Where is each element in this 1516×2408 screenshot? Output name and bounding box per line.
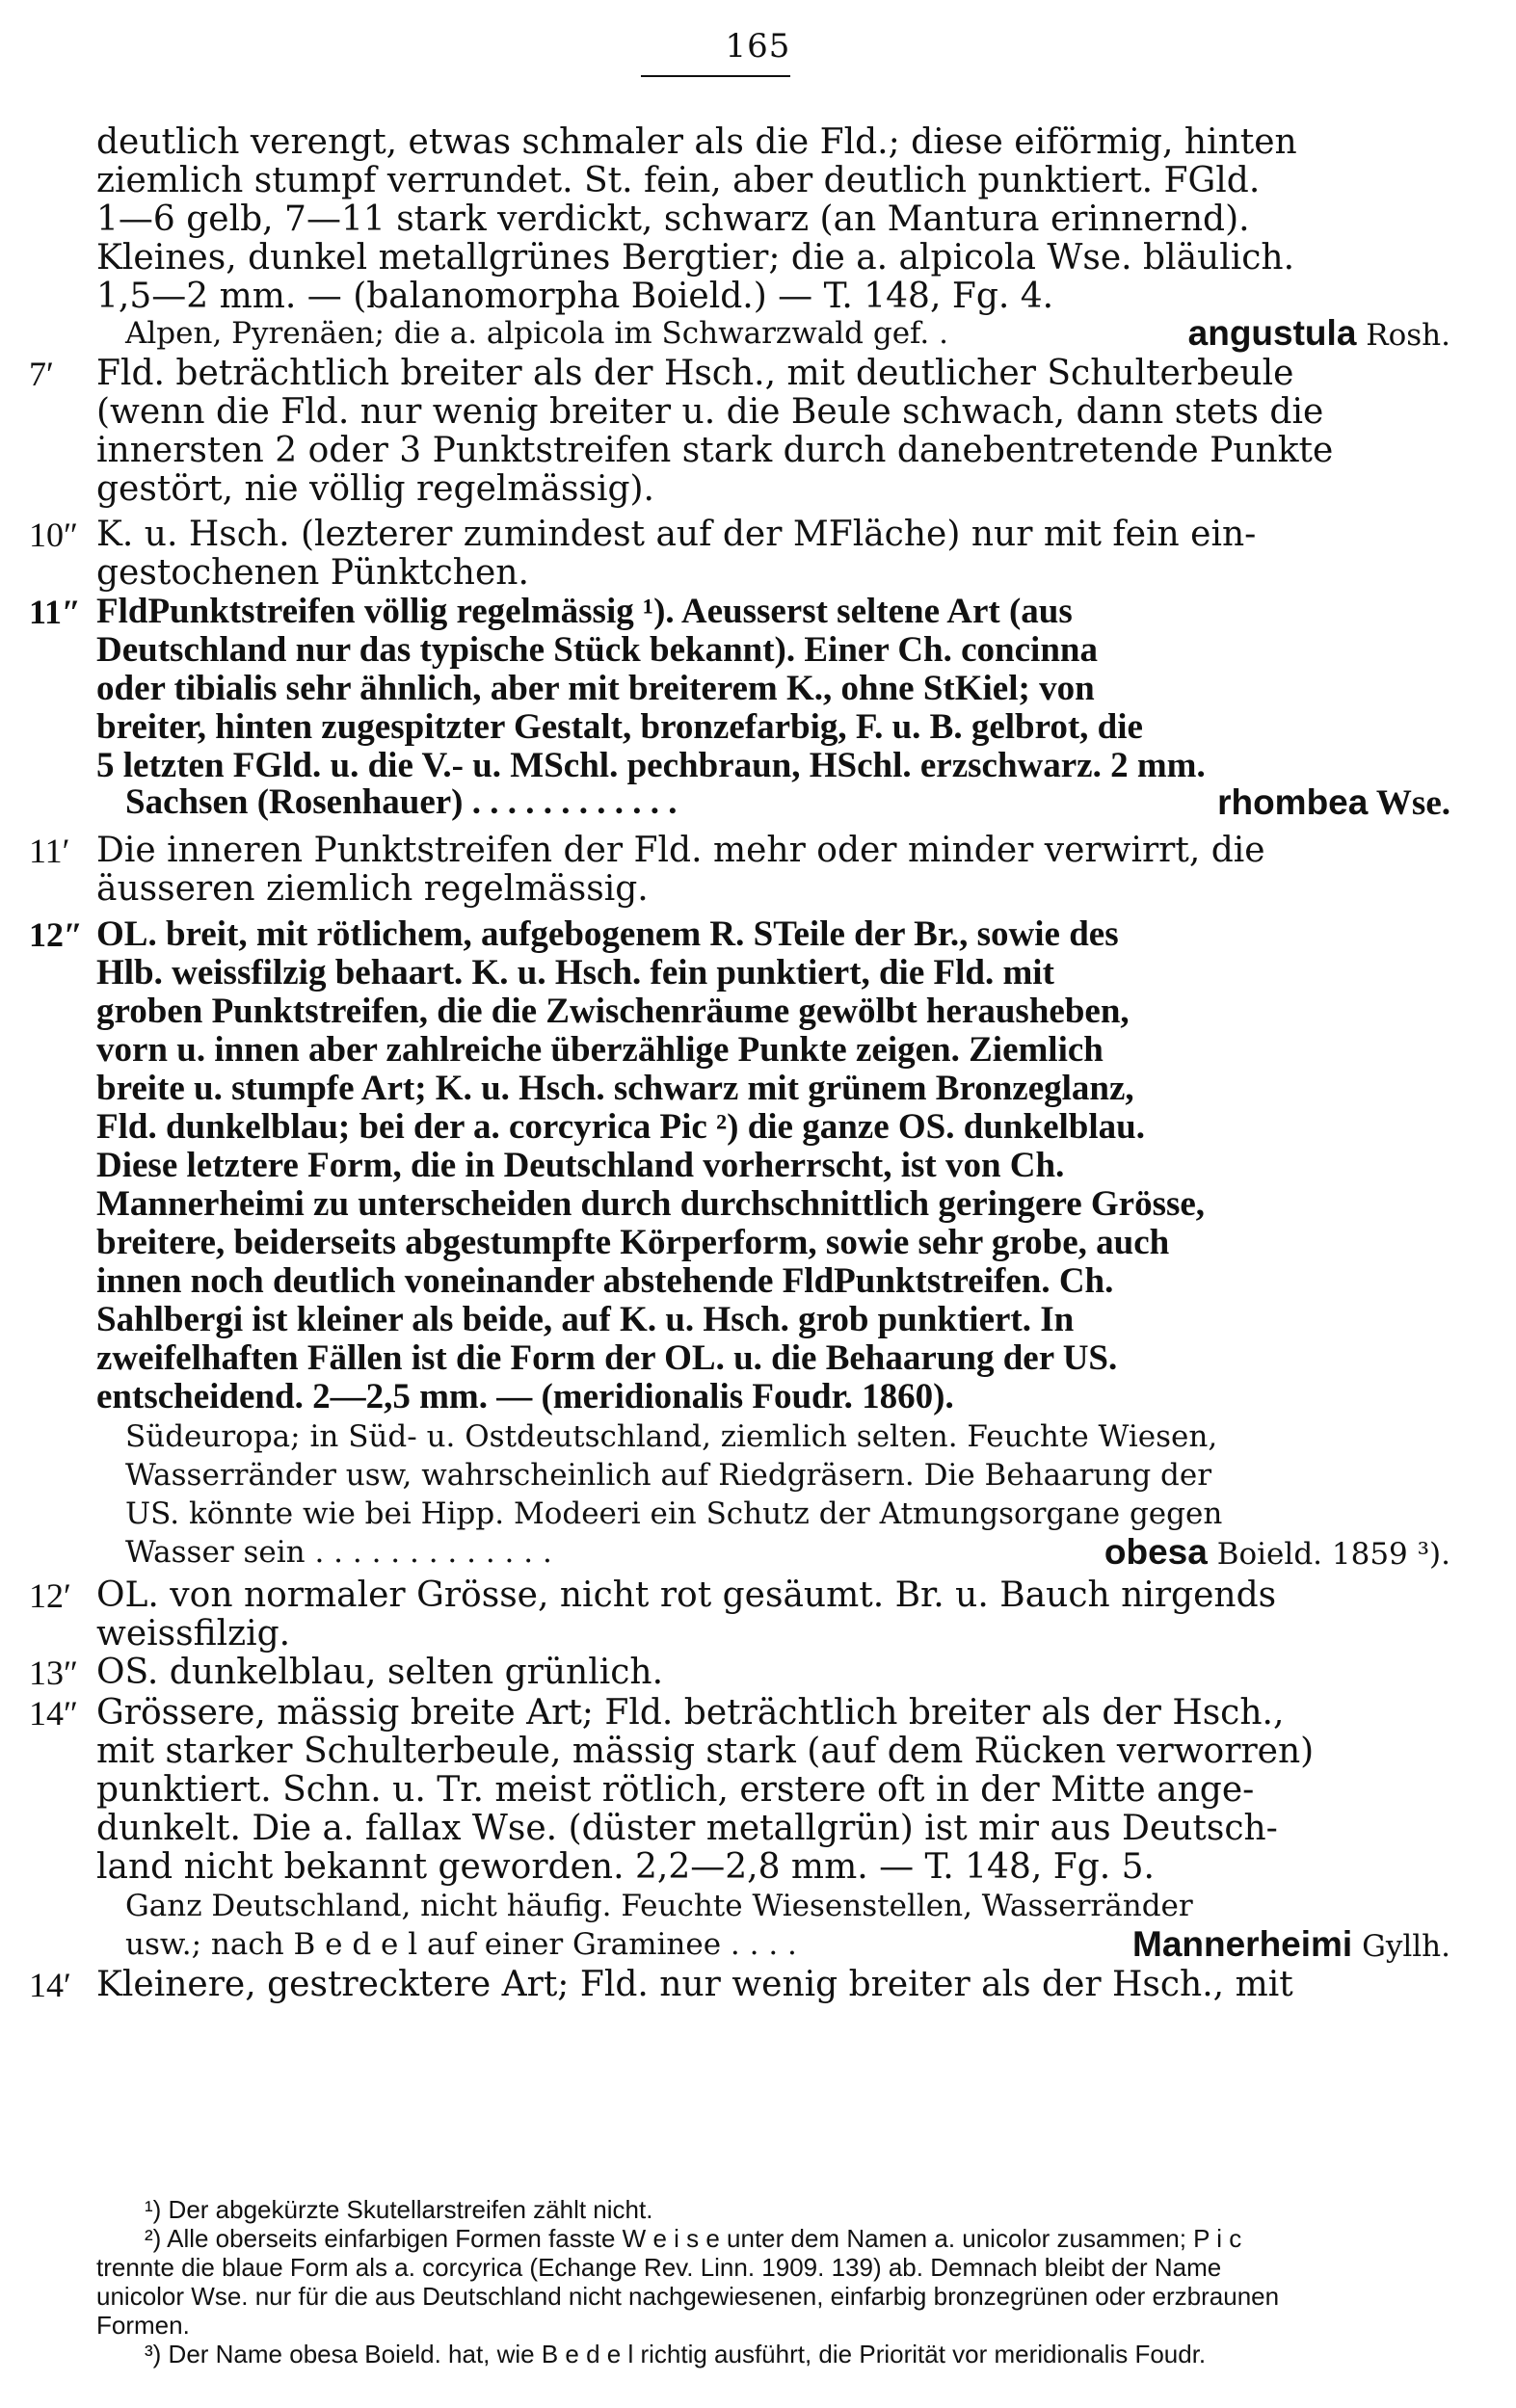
text-line [0, 313, 1516, 353]
text-line [0, 200, 1516, 239]
text-line [0, 1070, 1516, 1108]
text-line [0, 1889, 1516, 1923]
line-text: groben Punktstreifen, die die Zwischenräume gewölbt herausheben, [96, 992, 1130, 1031]
line-text: Mannerheimi zu unterscheiden durch durchschnittlich geringere Grösse, [96, 1184, 1206, 1224]
text-line [0, 1810, 1516, 1848]
species-name: rhombea [1217, 782, 1369, 822]
text-line [0, 1694, 1516, 1733]
line-text: innersten 2 oder 3 Punktstreifen stark durch danebentretende Punkte [96, 431, 1334, 470]
line-text: weissfilzig. [96, 1614, 291, 1654]
footnote-line: trennte die blaue Form als a. corcyrica (Echange Rev. Linn. 1909. 139) ab. Demnach bleibt der Name [96, 2253, 1222, 2282]
species-author: Rosh. [1356, 318, 1450, 353]
species-name-group [1187, 313, 1450, 353]
text-line [0, 1185, 1516, 1224]
line-text: OL. von normaler Grösse, nicht rot gesäumt. Br. u. Bauch nirgends [96, 1575, 1277, 1615]
couplet-number: 10″ [29, 516, 78, 554]
text-line [0, 516, 1516, 554]
line-text: (wenn die Fld. nur wenig breiter u. die Beule schwach, dann stets die [96, 392, 1324, 432]
couplet-number: 7′ [29, 355, 54, 393]
line-text: mit starker Schulterbeule, mässig stark (auf dem Rücken verworren) [96, 1732, 1315, 1771]
line-text: punktiert. Schn. u. Tr. meist rötlich, erstere oft in der Mitte ange- [96, 1770, 1255, 1810]
line-text: usw.; nach B e d e l auf einer Graminee . . . . [125, 1927, 797, 1962]
species-name: Mannerheimi [1132, 1924, 1353, 1964]
line-text: innen noch deutlich voneinander abstehende FldPunktstreifen. Ch. [96, 1261, 1114, 1301]
species-author: Gyllh. [1352, 1929, 1450, 1964]
text-line [0, 1339, 1516, 1378]
species-name: obesa [1104, 1532, 1208, 1572]
line-text: OL. breit, mit rötlichem, aufgebogenem R. STeile der Br., sowie des [96, 914, 1119, 954]
text-line [0, 1147, 1516, 1185]
line-text: FldPunktstreifen völlig regelmässig ¹). Aeusserst seltene Art (aus [96, 592, 1073, 631]
footnote-line: ²) Alle oberseits einfarbigen Formen fasste W e i s e unter dem Namen a. unicolor zusammen; P i c [145, 2224, 1242, 2253]
couplet-number: 11′ [29, 832, 70, 870]
text-line [0, 1108, 1516, 1147]
line-text: äusseren ziemlich regelmässig. [96, 869, 649, 909]
line-text: Wasserränder usw, wahrscheinlich auf Riedgräsern. Die Behaarung der [125, 1458, 1212, 1493]
line-text: Kleinere, gestrecktere Art; Fld. nur wenig breiter als der Hsch., mit [96, 1965, 1293, 2004]
line-text: oder tibialis sehr ähnlich, aber mit breiterem K., ohne StKiel; von [96, 669, 1095, 708]
text-line [0, 123, 1516, 162]
text-line [0, 355, 1516, 393]
couplet-number: 14′ [29, 1966, 71, 2004]
line-text: zweifelhaften Fällen ist die Form der OL. u. die Behaarung der US. [96, 1338, 1118, 1378]
line-text: US. könnte wie bei Hipp. Modeeri ein Schutz der Atmungsorgane gegen [125, 1496, 1223, 1531]
line-text: Wasser sein . . . . . . . . . . . . . [125, 1535, 552, 1570]
page-number: 165 [725, 27, 791, 66]
footnote-line: ¹) Der abgekürzte Skutellarstreifen zählt nicht. [145, 2195, 653, 2224]
species-name-group [1132, 1924, 1450, 1964]
header-rule [641, 75, 790, 77]
line-text: Alpen, Pyrenäen; die a. alpicola im Schwarzwald gef. . [125, 316, 948, 351]
line-text: Ganz Deutschland, nicht häufig. Feuchte Wiesenstellen, Wasserränder [125, 1889, 1193, 1923]
species-name: angustula [1187, 313, 1357, 353]
line-text: OS. dunkelblau, selten grünlich. [96, 1653, 664, 1692]
species-author: Wse. [1368, 783, 1450, 823]
text-line [0, 1576, 1516, 1615]
text-line [0, 870, 1516, 909]
couplet-number: 11″ [29, 593, 81, 631]
line-text: gestört, nie völlig regelmässig). [96, 469, 654, 509]
text-line [0, 1532, 1516, 1572]
line-text: breite u. stumpfe Art; K. u. Hsch. schwarz mit grünem Bronzeglanz, [96, 1069, 1134, 1108]
text-line [0, 1224, 1516, 1262]
line-text: Diese letztere Form, die in Deutschland vorherrscht, ist von Ch. [96, 1146, 1065, 1185]
couplet-number: 12′ [29, 1576, 71, 1615]
text-line [0, 470, 1516, 509]
line-text: breitere, beiderseits abgestumpfte Körperform, sowie sehr grobe, auch [96, 1223, 1170, 1262]
text-line [0, 1966, 1516, 2004]
line-text: ziemlich stumpf verrundet. St. fein, aber deutlich punktiert. FGld. [96, 161, 1261, 200]
text-line [0, 393, 1516, 432]
text-line [0, 1848, 1516, 1887]
line-text: Fld. dunkelblau; bei der a. corcyrica Pic ²) die ganze OS. dunkelblau. [96, 1107, 1145, 1147]
line-text: entscheidend. 2—2,5 mm. — (meridionalis Foudr. 1860). [96, 1377, 954, 1416]
text-line [0, 1301, 1516, 1339]
text-line [0, 1771, 1516, 1810]
line-text: 1,5—2 mm. — (balanomorpha Boield.) — T. 148, Fg. 4. [96, 277, 1054, 316]
text-line [0, 1615, 1516, 1654]
text-line [0, 1262, 1516, 1301]
text-line [0, 708, 1516, 747]
text-line [0, 1458, 1516, 1493]
line-text: deutlich verengt, etwas schmaler als die Fld.; diese eiförmig, hinten [96, 122, 1297, 162]
line-text: Die inneren Punktstreifen der Fld. mehr oder minder verwirrt, die [96, 831, 1265, 870]
line-text: 5 letzten FGld. u. die V.- u. MSchl. pechbraun, HSchl. erzschwarz. 2 mm. [96, 746, 1206, 785]
text-line [0, 239, 1516, 278]
line-text: Südeuropa; in Süd- u. Ostdeutschland, ziemlich selten. Feuchte Wiesen, [125, 1419, 1218, 1454]
text-line [0, 992, 1516, 1031]
line-text: K. u. Hsch. (lezterer zumindest auf der MFläche) nur mit fein ein- [96, 515, 1257, 554]
text-line [0, 1031, 1516, 1070]
species-name-group [1217, 782, 1450, 823]
line-text: Grössere, mässig breite Art; Fld. beträchtlich breiter als der Hsch., [96, 1693, 1285, 1733]
text-line [0, 747, 1516, 785]
text-line [0, 782, 1516, 823]
line-text: Hlb. weissfilzig behaart. K. u. Hsch. fein punktiert, die Fld. mit [96, 953, 1054, 992]
line-text: dunkelt. Die a. fallax Wse. (düster metallgrün) ist mir aus Deutsch- [96, 1809, 1278, 1848]
line-text: 1—6 gelb, 7—11 stark verdickt, schwarz (an Mantura erinnernd). [96, 199, 1250, 239]
text-line [0, 1924, 1516, 1964]
text-line [0, 1654, 1516, 1692]
footnote-line: Formen. [96, 2311, 190, 2340]
species-author: Boield. 1859 ³). [1207, 1537, 1450, 1572]
text-line [0, 554, 1516, 593]
line-text: Sachsen (Rosenhauer) . . . . . . . . . . . . [125, 782, 678, 822]
species-name-group [1104, 1532, 1450, 1572]
text-line [0, 954, 1516, 992]
line-text: Kleines, dunkel metallgrünes Bergtier; die a. alpicola Wse. bläulich. [96, 238, 1295, 278]
text-line [0, 162, 1516, 200]
line-text: Deutschland nur das typische Stück bekannt). Einer Ch. concinna [96, 630, 1098, 670]
line-text: Sahlbergi ist kleiner als beide, auf K. u. Hsch. grob punktiert. In [96, 1300, 1075, 1339]
text-line [0, 832, 1516, 870]
couplet-number: 14″ [29, 1694, 78, 1733]
line-text: land nicht bekannt geworden. 2,2—2,8 mm. — T. 148, Fg. 5. [96, 1847, 1155, 1887]
text-line [0, 1496, 1516, 1531]
text-line [0, 1378, 1516, 1416]
text-line [0, 670, 1516, 708]
line-text: vorn u. innen aber zahlreiche überzählige Punkte zeigen. Ziemlich [96, 1030, 1104, 1070]
text-line [0, 593, 1516, 631]
couplet-number: 12″ [29, 915, 83, 954]
line-text: Fld. beträchtlich breiter als der Hsch., mit deutlicher Schulterbeule [96, 354, 1294, 393]
text-line [0, 915, 1516, 954]
footnote-line: ³) Der Name obesa Boield. hat, wie B e d e l richtig ausführt, die Priorität vor meridionalis Foudr. [145, 2340, 1207, 2368]
text-line [0, 1733, 1516, 1771]
text-line [0, 278, 1516, 316]
text-line [0, 631, 1516, 670]
line-text: breiter, hinten zugespitzter Gestalt, bronzefarbig, F. u. B. gelbrot, die [96, 707, 1143, 747]
text-line [0, 432, 1516, 470]
couplet-number: 13″ [29, 1654, 78, 1692]
text-line [0, 1419, 1516, 1454]
line-text: gestochenen Pünktchen. [96, 553, 529, 593]
footnote-line: unicolor Wse. nur für die aus Deutschland nicht nachgewiesenen, einfarbig bronzegrünen oder erzbraunen [96, 2282, 1280, 2311]
